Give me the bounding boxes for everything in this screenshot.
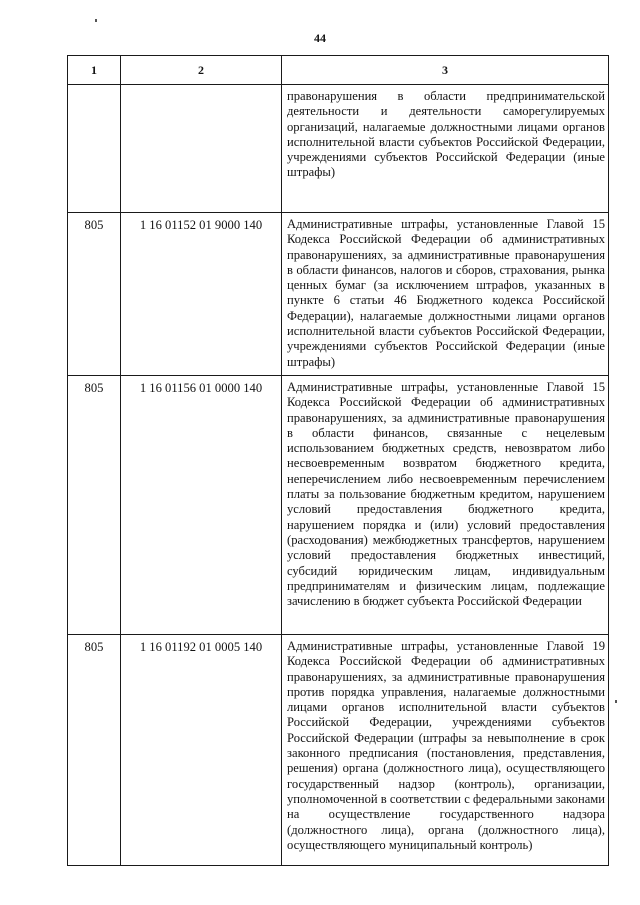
table-row: [68, 376, 609, 635]
column-header-1: 1: [68, 56, 121, 85]
page-number: 44: [314, 31, 326, 45]
budget-code-cell: 1 16 01192 01 0005 140: [121, 635, 282, 866]
admin-code-cell: 805: [68, 213, 121, 376]
scan-speck: [615, 700, 617, 703]
admin-code-cell: 805: [68, 635, 121, 866]
table-row: [68, 635, 609, 866]
budget-code-cell: [121, 85, 282, 213]
description-cell: Административные штрафы, установленные Главой 15 Кодекса Российской Федерации об административных правонарушениях, за административные правонарушения в области финансов, связанные с нецелевым использованием бюджетных средств, невозвратом либо несвоевременным возвратом бюджетного кредита, неперечислением либо несвоевременным перечислением платы за пользование бюджетным кредитом, нарушением условий предоставления бюджетного кредита, нарушением порядка и (или) условий предоставления (расходования) межбюджетных трансфертов, нарушением условий предоставления бюджетных инвестиций, субсидий юридическим лицам, индивидуальным предпринимателям и физическим лицам, подлежащие зачислению в бюджет субъекта Российской Федерации: [282, 376, 609, 635]
budget-code-cell: 1 16 01156 01 0000 140: [121, 376, 282, 635]
budget-code-table: [67, 55, 609, 866]
admin-code-cell: [68, 85, 121, 213]
budget-code-cell: 1 16 01152 01 9000 140: [121, 213, 282, 376]
column-header-2: 2: [121, 56, 282, 85]
table-row: [68, 85, 609, 213]
column-header-3: 3: [282, 56, 609, 85]
description-cell: Административные штрафы, установленные Главой 19 Кодекса Российской Федерации об административных правонарушениях, за административные правонарушения против порядка управления, налагаемые должностными лицами органов исполнительной власти субъектов Российской Федерации, учреждениями субъектов Российской Федерации (штрафы за невыполнение в срок законного предписания (постановления, представления, решения) органа (должностного лица), осуществляющего государственный надзор (контроль), организации, уполномоченной в соответствии с федеральными законами на осуществление государственного надзора (должностного лица), органа (должностного лица), осуществляющего муниципальный контроль): [282, 635, 609, 866]
description-cell: правонарушения в области предпринимательской деятельности и деятельности саморегулируемых организаций, налагаемые должностными лицами органов исполнительной власти субъектов Российской Федерации, учреждениями субъектов Российской Федерации (иные штрафы): [282, 85, 609, 213]
table-row: [68, 213, 609, 376]
description-cell: Административные штрафы, установленные Главой 15 Кодекса Российской Федерации об административных правонарушениях, за административные правонарушения в области финансов, налогов и сборов, страхования, рынка ценных бумаг (за исключением штрафов, указанных в пункте 6 статьи 46 Бюджетного кодекса Российской Федерации), налагаемые должностными лицами органов исполнительной власти субъектов Российской Федерации, учреждениями субъектов Российской Федерации (иные штрафы): [282, 213, 609, 376]
admin-code-cell: 805: [68, 376, 121, 635]
scan-speck: [95, 19, 97, 22]
table-header-row: [68, 56, 609, 85]
